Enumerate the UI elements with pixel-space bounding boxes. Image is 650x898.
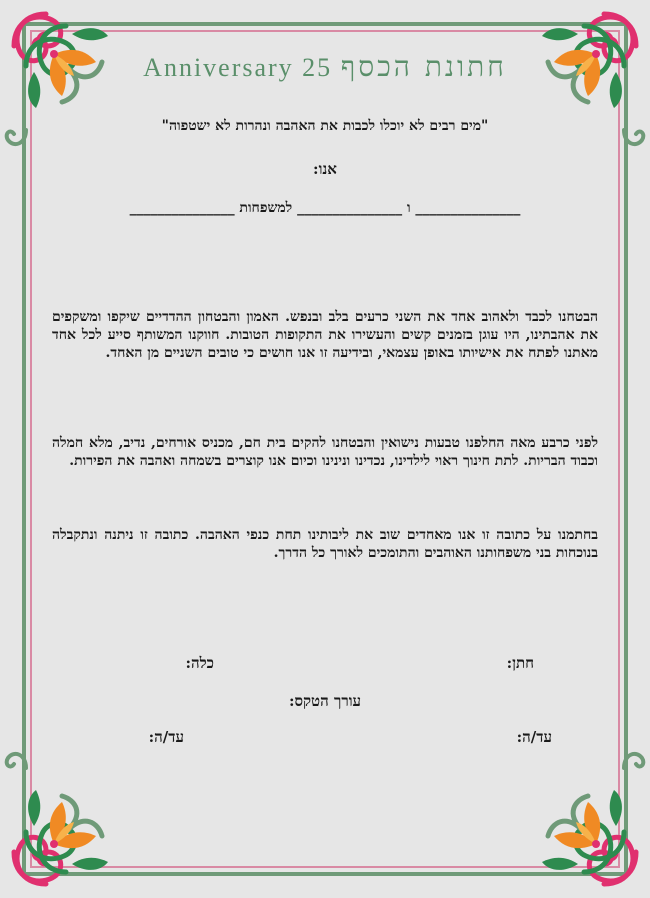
groom-signature-label: חתן: [506,654,534,672]
witness-2-signature-label: עד/ה: [148,728,184,746]
verse-quote: "מים רבים לא יוכלו לכבות את האהבה ונהרות לא ישטפוה" [161,118,489,134]
paragraph-2: לפני כרבע מאה החלפנו טבעות נישואין והבטחנו להקים בית חם, מכניס אורחים, נדיב, מלא חמלה וכבוד הבריות. לתת חינוך ראוי לילדינו, נכדינו ונינינו וכיום אנו קוצרים בשמחה ואהבה את הפירות. [52,435,598,469]
we-label: אנו: [313,160,337,178]
page-title [60,50,590,94]
paragraph-3: בחתמנו על כתובה זו אנו מאחדים שוב את ליבותינו תחת כנפי האהבה. כתובה זו ניתנה ונתקבלה בנוכחות בני משפחותנו האוהבים והתומכים לאורך כל הדרך. [52,527,598,561]
title-hebrew: חתונת הכסף [340,50,507,83]
officiant-signature-label: עורך הטקס: [288,692,362,710]
title-english: Anniversary 25 [143,53,333,82]
families-line: _______________ ו _______________ למשפחות _______________ [129,200,521,216]
witness-1-signature-label: עד/ה: [516,728,552,746]
bride-signature-label: כלה: [185,654,214,672]
paragraph-1: הבטחנו לכבד ולאהוב אחד את השני כרעים בלב ובנפש. האמון והבטחון ההדדיים שיקפו ומשקפים את אהבתינו, היו עוגן בזמנים קשים והעשירו את התקופות הטובות. חווקנו המשותף סייע לכל אחד מאתנו לפתח את אישיותו באופן עצמאי, ובידיעה זו אנו חושים כי טובים השניים מן האחד. [52,309,598,361]
